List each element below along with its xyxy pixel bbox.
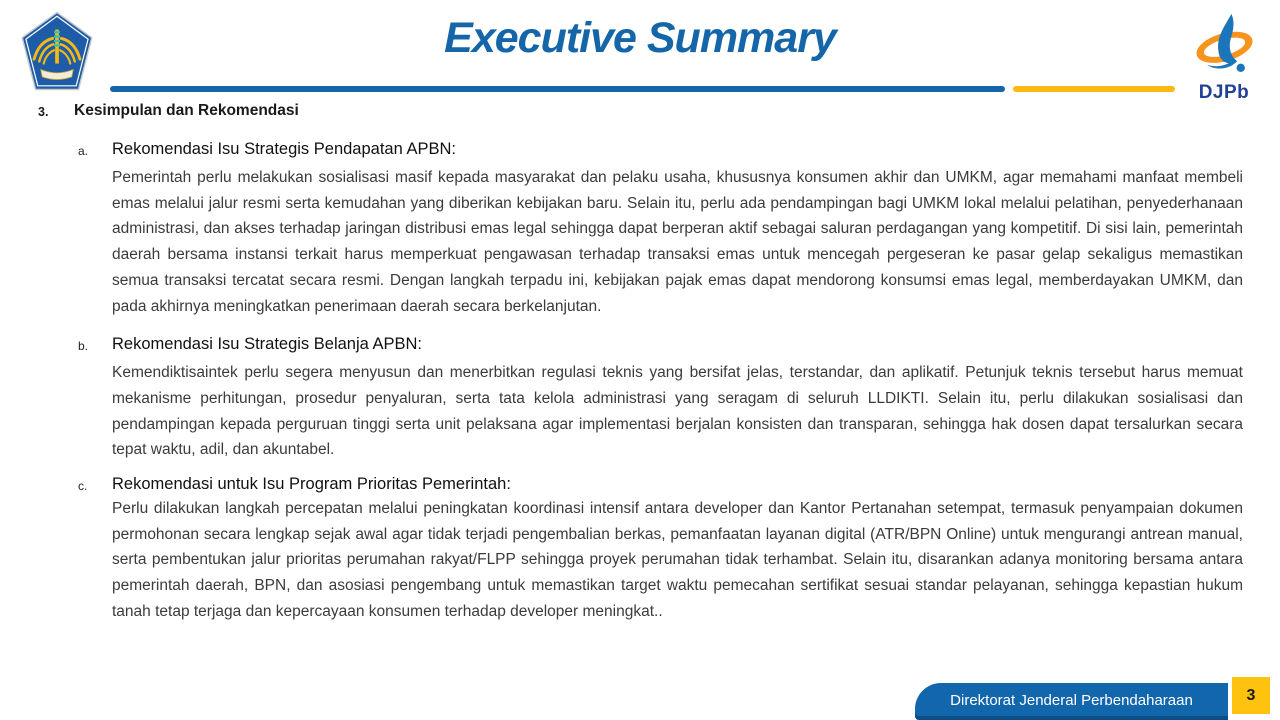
djpb-swirl-icon [1182, 12, 1266, 79]
item-b-heading-row [78, 335, 1280, 354]
page-number-badge: 3 [1232, 677, 1270, 714]
item-c-paragraph: Perlu dilakukan langkah percepatan melalui peningkatan koordinasi intensif antara developer dan Kantor Pertanahan setempat, termasuk penyampaian dokumen permohonan secara lengkap sejak awal agar tidak terjadi pengembalian berkas, pemanfaatan layanan digital (ATR/BPN Online) untuk mengurangi antrean manual, serta pembentukan jalur prioritas perumahan rakyat/FLPP sehingga proyek perumahan tidak terhambat. Selain itu, disarankan adanya monitoring bersama antara pemerintah daerah, BPN, dan asosiasi pengembang untuk memastikan target waktu pemecahan sertifikat sesuai standar pelayanan, sehingga kepastian hukum tanah tetap terjaga dan kepercayaan konsumen terhadap developer meningkat.. [112, 500, 1243, 620]
title-underline-blue [110, 86, 1005, 92]
section-number: 3. [38, 105, 49, 119]
djpb-logo [1180, 12, 1268, 104]
item-a-heading: Rekomendasi Isu Strategis Pendapatan APBN: [112, 140, 456, 158]
slide-body [0, 102, 1280, 625]
item-c-marker: c. [78, 479, 88, 494]
djpb-logo-label: DJPb [1198, 82, 1250, 103]
footer-department-banner [915, 683, 1228, 720]
item-b-marker: b. [78, 339, 89, 354]
list-item-a [0, 140, 1280, 319]
item-a-paragraph: Pemerintah perlu melakukan sosialisasi masif kepada masyarakat dan pelaku usaha, khususnya konsumen akhir dan UMKM, agar memahami manfaat membeli emas melalui jalur resmi serta kemudahan yang diberikan kebijakan baru. Selain itu, perlu ada pendampingan bagi UMKM lokal melalui pelatihan, penyederhanaan administrasi, dan akses terhadap jaringan distribusi emas legal sehingga dapat berperan aktif sebagai saluran perdagangan yang kompetitif. Di sisi lain, pemerintah daerah bersama instansi terkait harus memperkuat pengawasan terhadap transaksi emas untuk mencegah pergeseran ke pasar gelap sekaligus memastikan semua transaksi tercatat secara resmi. Dengan langkah terpadu ini, kebijakan pajak emas dapat mendorong konsumsi emas legal, memberdayakan UMKM, dan pada akhirnya meningkatkan penerimaan daerah secara berkelanjutan. [112, 169, 1243, 315]
item-a-marker: a. [78, 144, 89, 158]
title-underline-gold [1013, 86, 1175, 92]
item-a-heading-row [78, 140, 1280, 159]
section-heading: Kesimpulan dan Rekomendasi [74, 102, 299, 119]
page-title: Executive Summary [444, 14, 836, 62]
list-item-b [0, 335, 1280, 463]
item-c-heading: Rekomendasi untuk Isu Program Prioritas Pemerintah: [112, 475, 511, 494]
item-b-heading: Rekomendasi Isu Strategis Belanja APBN: [112, 335, 422, 354]
list-item-c [0, 475, 1280, 625]
footer-department-label: Direktorat Jenderal Perbendaharaan [950, 691, 1193, 709]
item-b-paragraph: Kemendiktisaintek perlu segera menyusun dan menerbitkan regulasi teknis yang bersifat jelas, terstandar, dan aplikatif. Petunjuk teknis tersebut harus memuat mekanisme perhitungan, prosedur penyaluran, serta tata kelola administrasi yang seragam di seluruh LLDIKTI. Selain itu, perlu dilakukan sosialisasi dan pendampingan kepada perguruan tinggi serta unit pelaksana agar implementasi berjalan konsisten dan transparan, sehingga hak dosen dapat tersalurkan secara tepat waktu, adil, dan akuntabel. [112, 364, 1243, 459]
item-c-heading-row [78, 475, 1280, 494]
section-heading-row [38, 102, 1280, 120]
